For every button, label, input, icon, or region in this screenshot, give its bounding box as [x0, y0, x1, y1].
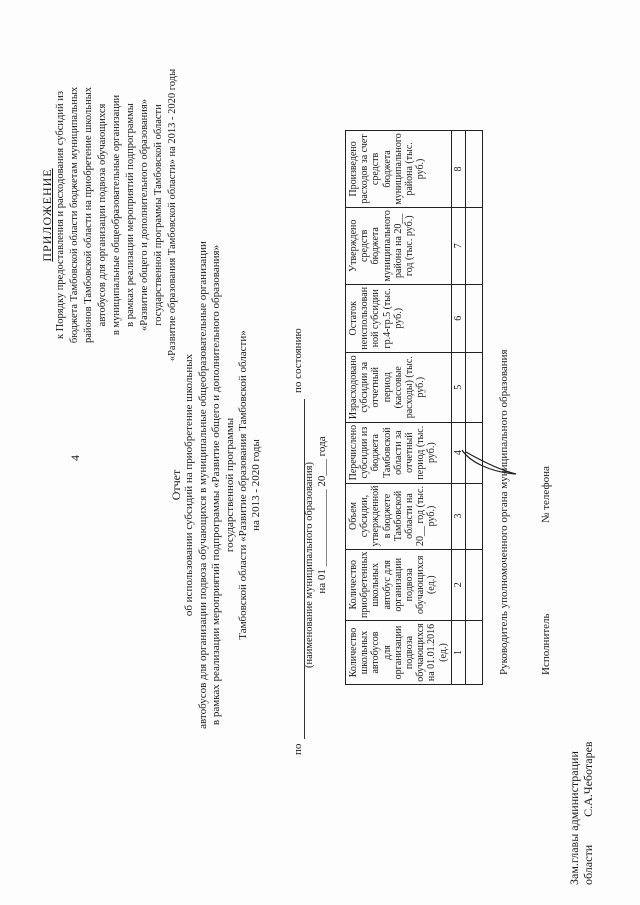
appendix-line: «Развитие общего и дополнительного образования» — [139, 99, 150, 331]
report-title-line: на 2013 - 2020 годы — [250, 439, 263, 531]
appendix-line: автобусов для организации подвоза обучающихся — [97, 103, 108, 327]
appendix-line: районов Тамбовской области на приобретение школьных — [83, 87, 94, 344]
report-title-block — [170, 205, 264, 765]
table-cell — [466, 483, 483, 549]
report-title: Отчет — [169, 469, 183, 501]
appendix-block — [40, 0, 180, 435]
table-header-cell: Остаток неиспользован ной субсидии гр.4-гр.5 (тыс. руб.) — [346, 284, 452, 352]
page-number: 4 — [68, 455, 82, 461]
table-header-cell: Перечислено субсидии из бюджета Тамбовской области за отчетный период (тыс. руб.) — [346, 422, 452, 483]
signer-title: Зам.главы администрации — [567, 751, 581, 885]
table-header-cell: Утверждено средств бюджета муниципального района на 20__ год (тыс. руб.) — [346, 207, 452, 284]
report-date-line: на 01 ______________ 20___ года — [316, 436, 328, 594]
table-header-cell: Количество школьных автобусов для организации подвоза обучающихся на 01.01.2016 (ед.) — [346, 620, 452, 684]
signer-title-region: области — [581, 844, 595, 885]
table-cell: 3 — [451, 483, 465, 549]
appendix-line: государственной программы Тамбовской области — [153, 104, 164, 326]
appendix-line: «Развитие образования Тамбовской области» на 2013 - 2020 годы — [167, 68, 178, 362]
report-title-line: в рамках реализации мероприятий подпрограммы «Развитие общего и дополнительного образования» государственной программы — [210, 244, 236, 726]
appendix-line: в рамках реализации мероприятий подпрограммы — [125, 103, 136, 327]
table-header-cell: Количество приобретенных школьных автобус для организации подвоза обучающихся (ед.) — [346, 549, 452, 620]
rotated-content — [0, 5, 640, 905]
table-header-row — [346, 131, 452, 685]
table-header-cell: Израсходовано субсидии за отчетный период (кассовые расходы) (тыс. руб.) — [346, 352, 452, 422]
table-cell — [466, 207, 483, 284]
appendix-line: бюджета Тамбовской области бюджетам муниципальных — [69, 86, 80, 344]
appendix-line: в муниципальные общеобразовательные организации — [111, 94, 122, 336]
municipality-fill-line — [292, 155, 328, 755]
table-cell: 1 — [451, 620, 465, 684]
table-cell: 2 — [451, 549, 465, 620]
executor-label: Исполнитель — [540, 613, 552, 675]
as-of-label: по состоянию — [292, 328, 304, 393]
table-row — [451, 131, 465, 685]
po-label: по — [292, 743, 304, 755]
table-cell — [466, 620, 483, 684]
table-cell: 7 — [451, 207, 465, 284]
table-cell: 8 — [451, 131, 465, 208]
report-title-line: автобусов для организации подвоза обучающихся в муниципальные общеобразовательные организации — [196, 241, 209, 729]
phone-label: № телефона — [540, 466, 552, 523]
report-title-line: об использовании субсидий на приобретение школьных — [183, 353, 196, 617]
report-table — [345, 130, 483, 685]
signer-name: С.А.Чеботарев — [581, 741, 595, 817]
table-cell — [466, 352, 483, 422]
table-cell: 4 — [451, 422, 465, 483]
table-cell — [466, 284, 483, 352]
handwritten-signature — [460, 440, 520, 480]
signer-block — [567, 741, 595, 885]
municipality-caption: (наименование муниципального образования) — [304, 461, 315, 669]
table-cell: 6 — [451, 284, 465, 352]
table-cell — [466, 131, 483, 208]
appendix-heading: ПРИЛОЖЕНИЕ — [40, 168, 54, 262]
table-cell: 5 — [451, 352, 465, 422]
appendix-line: к Порядку предоставления и расходования субсидий из — [55, 91, 66, 339]
table-row — [466, 131, 483, 685]
report-title-line: Тамбовской области «Развитие образования Тамбовской области» — [237, 330, 250, 640]
table-header-cell: Объем субсидии, утвержденной в бюджете Тамбовской области на 20__ год (тыс. руб.) — [346, 483, 452, 549]
table-header-cell: Произведено расходов за счет средств бюджета муниципального района (тыс. руб.) — [346, 131, 452, 208]
table-cell — [466, 549, 483, 620]
head-of-body-label: Руководитель уполномоченного органа муниципального образования — [498, 349, 510, 675]
